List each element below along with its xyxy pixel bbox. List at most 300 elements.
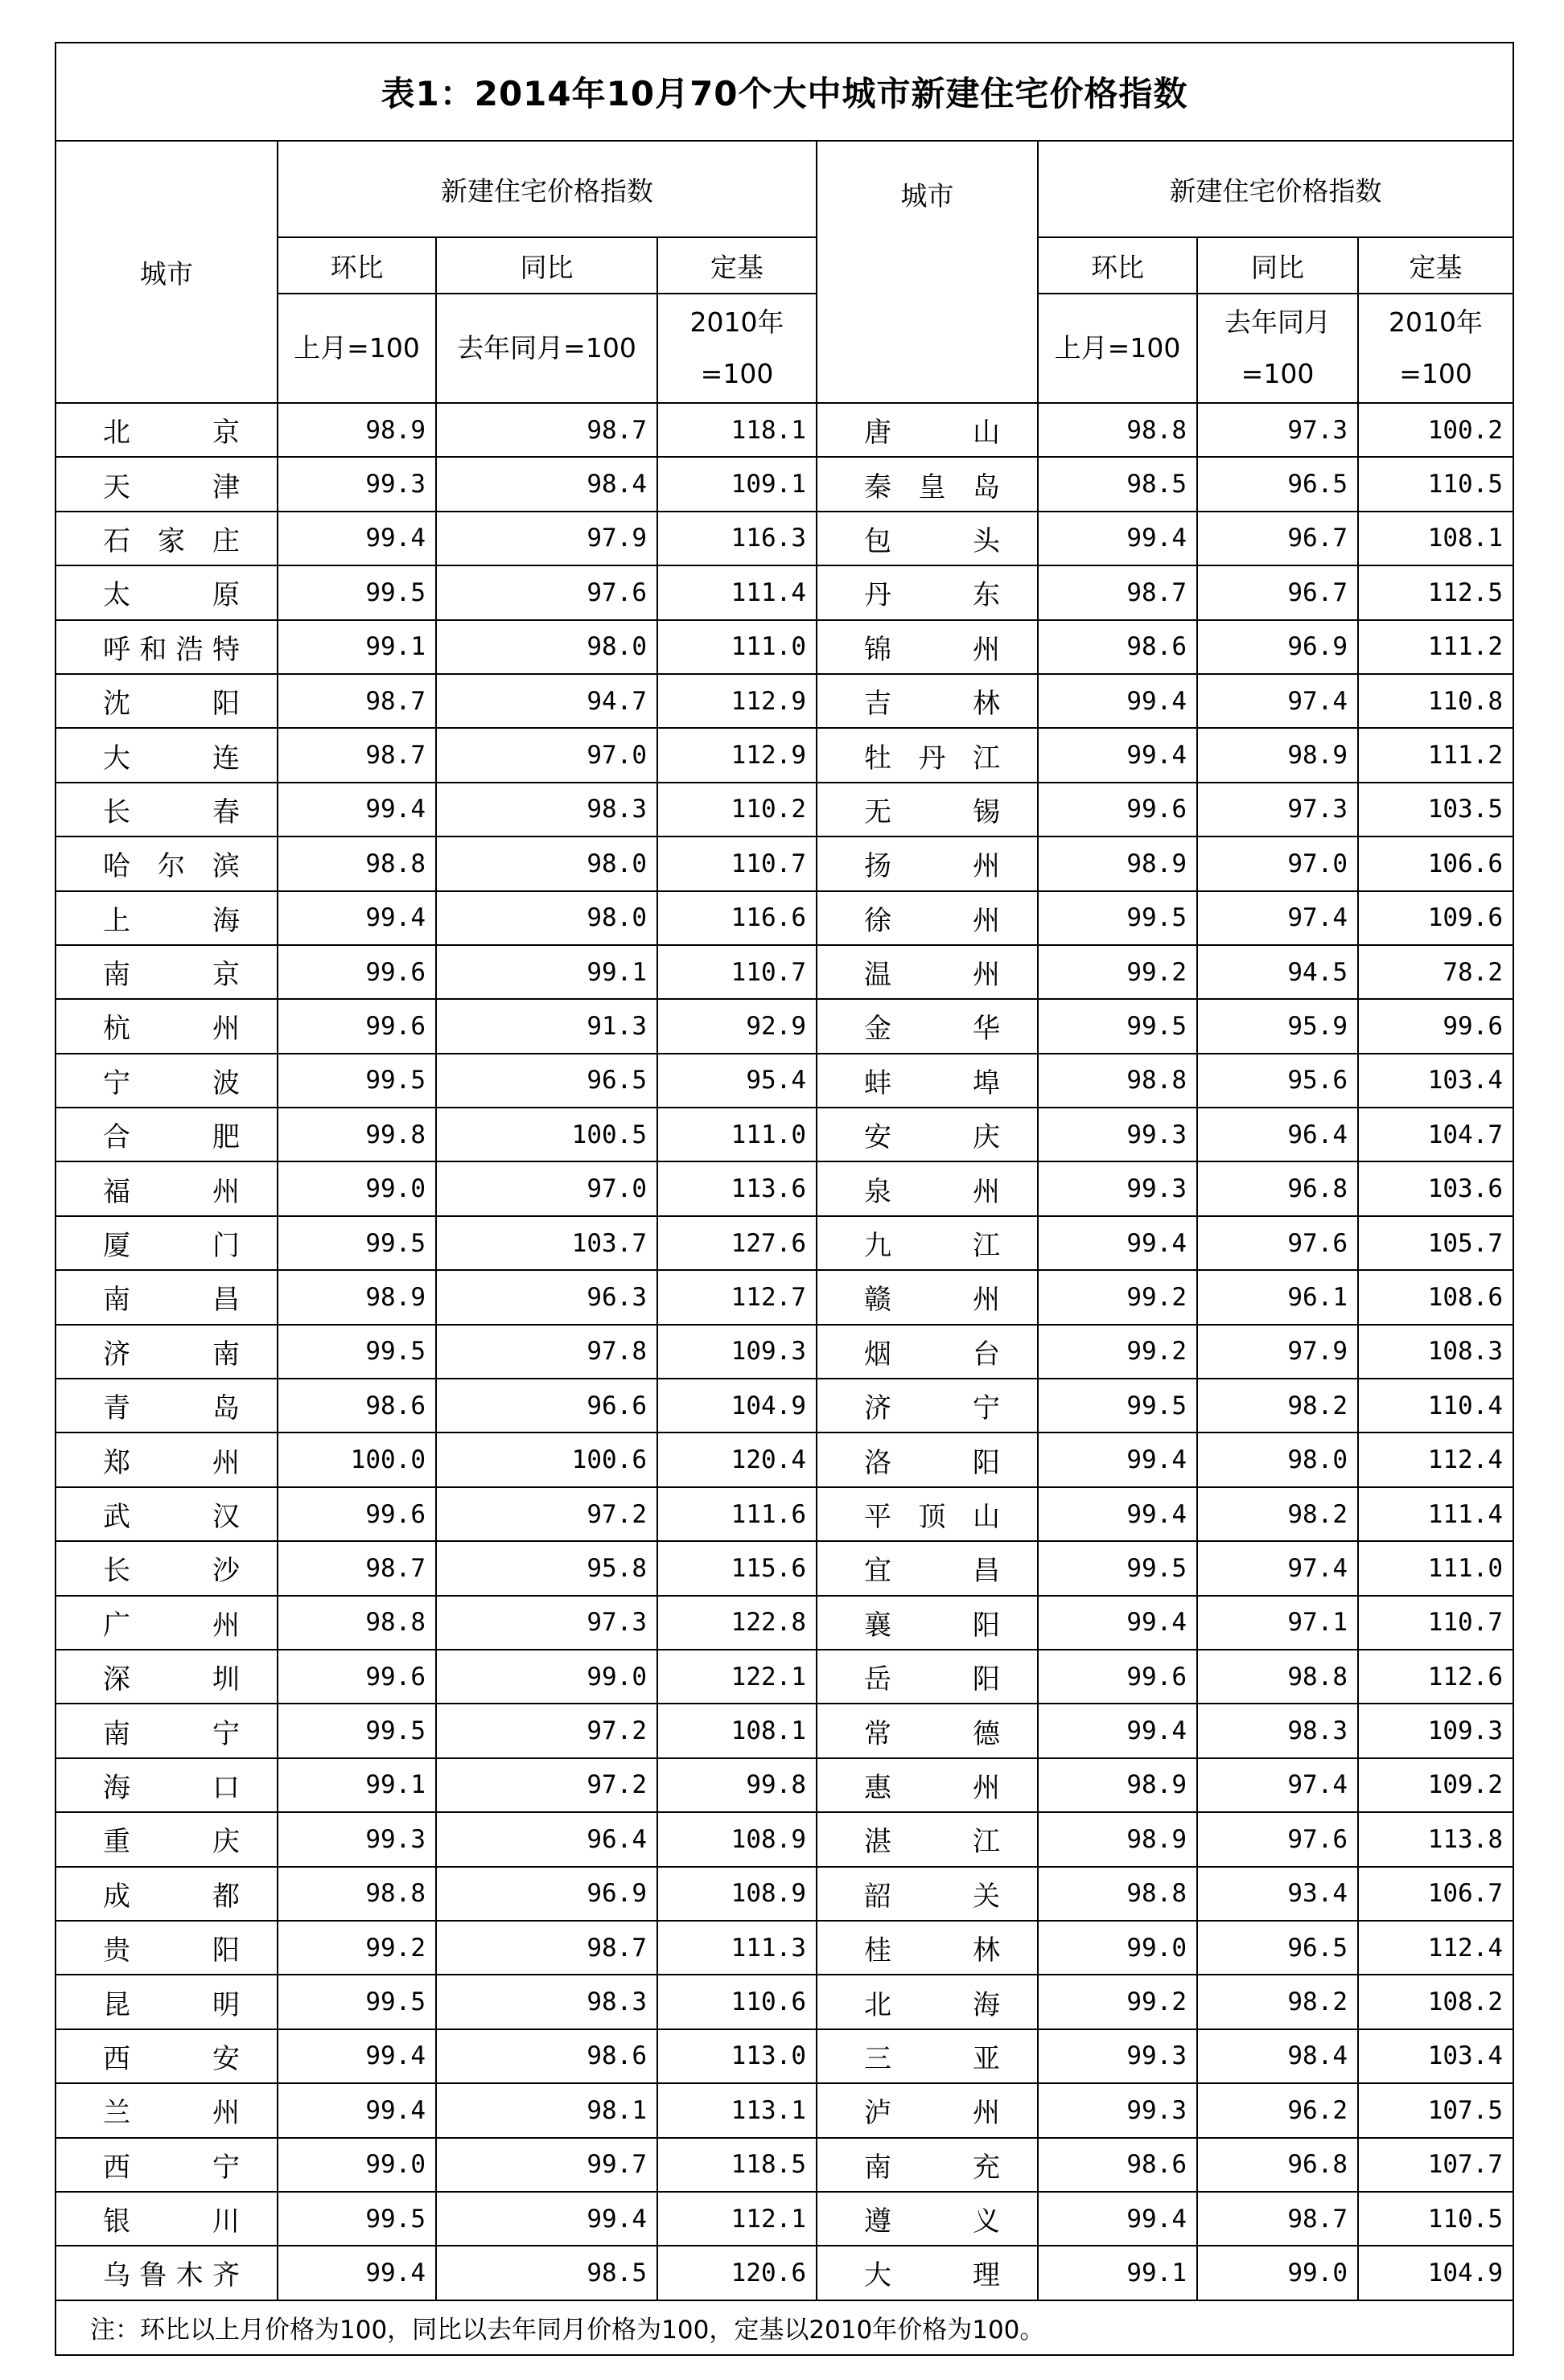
left-city-cell xyxy=(56,1325,278,1379)
right-yoy-value: 98.0 xyxy=(1197,1433,1358,1486)
right-fixed-value: 104.7 xyxy=(1358,1108,1513,1161)
left-fixed-value: 104.9 xyxy=(657,1379,817,1433)
city-char: 三 xyxy=(864,2042,891,2075)
right-fixed-value: 112.4 xyxy=(1358,1921,1513,1975)
left-mom-value: 99.1 xyxy=(278,620,436,674)
left-fixed-value: 113.0 xyxy=(657,2029,817,2083)
city-char: 常 xyxy=(864,1717,891,1750)
right-city-cell xyxy=(817,1433,1038,1486)
city-char: 西 xyxy=(103,2151,130,2184)
right-fixed-value: 108.2 xyxy=(1358,1975,1513,2029)
right-yoy-value: 97.3 xyxy=(1197,783,1358,836)
city-char: 蚌 xyxy=(864,1067,891,1100)
right-city-cell xyxy=(817,1867,1038,1921)
left-mom-value: 98.8 xyxy=(278,836,436,890)
left-yoy-value: 100.6 xyxy=(436,1433,657,1486)
right-fixed-value: 111.2 xyxy=(1358,620,1513,674)
left-fixed-value: 108.1 xyxy=(657,1704,817,1757)
right-city-cell xyxy=(817,2138,1038,2192)
right-city-name xyxy=(817,1765,1037,1805)
table-row xyxy=(56,1758,1513,1812)
right-city-cell xyxy=(817,999,1038,1053)
right-yoy-value: 98.2 xyxy=(1197,1975,1358,2029)
right-yoy-value: 99.0 xyxy=(1197,2246,1358,2300)
right-city-name xyxy=(817,2253,1037,2292)
right-mom-value: 99.6 xyxy=(1038,1650,1197,1704)
left-city-name xyxy=(56,1928,277,1967)
city-char: 安 xyxy=(212,2042,240,2075)
left-city-name xyxy=(56,952,277,992)
left-fixed-value: 111.3 xyxy=(657,1921,817,1975)
left-yoy-value: 96.5 xyxy=(436,1054,657,1108)
left-mom-base: 上月=100 xyxy=(278,294,436,403)
right-mom-value: 98.8 xyxy=(1038,403,1197,457)
city-char: 州 xyxy=(973,959,1000,992)
right-city-cell xyxy=(817,783,1038,836)
city-char: 明 xyxy=(212,1988,240,2021)
city-char: 岛 xyxy=(212,1392,240,1425)
left-yoy-value: 96.3 xyxy=(436,1270,657,1324)
city-char: 州 xyxy=(212,1013,240,1046)
right-yoy-value: 97.4 xyxy=(1197,1541,1358,1595)
city-char: 海 xyxy=(973,1988,1000,2021)
left-city-name xyxy=(56,1386,277,1425)
right-city-name xyxy=(817,2199,1037,2238)
left-city-name xyxy=(56,1548,277,1588)
right-fixed-base-line2: =100 xyxy=(1399,358,1472,389)
right-city-name xyxy=(817,1983,1037,2022)
left-yoy-value: 98.7 xyxy=(436,403,657,457)
city-char: 宁 xyxy=(212,1717,240,1750)
left-city-cell xyxy=(56,1433,278,1486)
right-city-name xyxy=(817,1819,1037,1859)
city-char: 州 xyxy=(973,2097,1000,2130)
table-row xyxy=(56,2192,1513,2246)
right-city-cell xyxy=(817,2246,1038,2300)
table-row xyxy=(56,1379,1513,1433)
city-char: 浩 xyxy=(175,633,204,666)
right-yoy-value: 96.5 xyxy=(1197,457,1358,511)
left-yoy-value: 99.7 xyxy=(436,2138,657,2192)
right-city-cell xyxy=(817,891,1038,945)
city-char: 广 xyxy=(103,1609,130,1642)
left-city-name xyxy=(56,1223,277,1263)
city-char: 州 xyxy=(973,633,1000,666)
city-char: 鲁 xyxy=(139,2259,167,2292)
city-char: 南 xyxy=(103,1284,130,1317)
right-yoy-value: 97.1 xyxy=(1197,1596,1358,1650)
left-yoy-value: 98.3 xyxy=(436,1975,657,2029)
left-city-cell xyxy=(56,1921,278,1975)
right-mom-header: 环比 xyxy=(1038,237,1197,294)
table-body xyxy=(56,403,1513,2300)
left-yoy-value: 97.0 xyxy=(436,728,657,782)
right-yoy-value: 97.6 xyxy=(1197,1812,1358,1866)
right-fixed-value: 103.4 xyxy=(1358,2029,1513,2083)
right-city-name xyxy=(817,681,1037,721)
city-char: 州 xyxy=(973,1284,1000,1317)
left-yoy-value: 96.6 xyxy=(436,1379,657,1433)
left-fixed-value: 111.6 xyxy=(657,1487,817,1541)
left-city-name xyxy=(56,1603,277,1642)
left-city-name xyxy=(56,1332,277,1371)
table-row xyxy=(56,728,1513,782)
city-char: 关 xyxy=(973,1880,1000,1913)
left-city-name xyxy=(56,1441,277,1480)
left-yoy-value: 96.4 xyxy=(436,1812,657,1866)
right-mom-value: 99.5 xyxy=(1038,891,1197,945)
right-yoy-value: 96.4 xyxy=(1197,1108,1358,1161)
right-city-name xyxy=(817,898,1037,938)
left-city-name xyxy=(56,681,277,721)
city-char: 丹 xyxy=(918,742,946,775)
city-char: 宁 xyxy=(212,2151,240,2184)
left-fixed-value: 120.6 xyxy=(657,2246,817,2300)
city-char: 平 xyxy=(864,1501,891,1533)
city-char: 合 xyxy=(103,1121,130,1154)
left-yoy-value: 98.0 xyxy=(436,836,657,890)
left-city-cell xyxy=(56,1650,278,1704)
right-city-name xyxy=(817,1061,1037,1100)
right-city-name xyxy=(817,790,1037,829)
right-mom-value: 99.5 xyxy=(1038,999,1197,1053)
left-yoy-value: 99.1 xyxy=(436,945,657,999)
table-row xyxy=(56,2083,1513,2137)
left-city-name xyxy=(56,1494,277,1534)
city-char: 徐 xyxy=(864,904,891,937)
left-mom-value: 98.8 xyxy=(278,1596,436,1650)
city-char: 山 xyxy=(973,417,1000,450)
table-row xyxy=(56,1270,1513,1324)
right-city-name xyxy=(817,1006,1037,1046)
left-fixed-value: 92.9 xyxy=(657,999,817,1053)
right-city-header: 城市 xyxy=(817,141,1038,403)
city-char: 和 xyxy=(139,633,167,666)
city-char: 北 xyxy=(103,417,130,450)
city-char: 贵 xyxy=(103,1934,130,1967)
city-char: 福 xyxy=(103,1175,130,1208)
city-char: 深 xyxy=(103,1663,130,1696)
city-char: 州 xyxy=(973,1771,1000,1804)
right-fixed-value: 112.5 xyxy=(1358,565,1513,619)
city-char: 遵 xyxy=(864,2205,891,2238)
city-char: 南 xyxy=(103,1717,130,1750)
right-city-cell xyxy=(817,1487,1038,1541)
right-yoy-value: 96.9 xyxy=(1197,620,1358,674)
right-yoy-value: 98.8 xyxy=(1197,1650,1358,1704)
city-char: 青 xyxy=(103,1392,130,1425)
city-char: 亚 xyxy=(973,2042,1000,2075)
left-fixed-value: 118.1 xyxy=(657,403,817,457)
left-fixed-value: 112.9 xyxy=(657,674,817,728)
right-city-cell xyxy=(817,1161,1038,1215)
left-yoy-value: 98.7 xyxy=(436,1921,657,1975)
right-city-cell xyxy=(817,1650,1038,1704)
left-fixed-value: 115.6 xyxy=(657,1541,817,1595)
left-fixed-header: 定基 xyxy=(657,237,817,294)
city-char: 阳 xyxy=(973,1609,1000,1642)
left-yoy-value: 96.9 xyxy=(436,1867,657,1921)
city-char: 南 xyxy=(103,959,130,992)
city-char: 滨 xyxy=(212,850,240,883)
right-fixed-base xyxy=(1358,294,1513,403)
right-city-name xyxy=(817,1494,1037,1534)
left-yoy-value: 98.4 xyxy=(436,457,657,511)
table-row xyxy=(56,1161,1513,1215)
right-mom-value: 99.2 xyxy=(1038,1270,1197,1324)
right-fixed-value: 108.1 xyxy=(1358,512,1513,565)
left-mom-value: 99.4 xyxy=(278,2029,436,2083)
right-fixed-header: 定基 xyxy=(1358,237,1513,294)
city-char: 北 xyxy=(864,1988,891,2021)
city-char: 昌 xyxy=(973,1555,1000,1588)
table-row xyxy=(56,891,1513,945)
right-city-cell xyxy=(817,1596,1038,1650)
city-char: 韶 xyxy=(864,1880,891,1913)
table-row xyxy=(56,457,1513,511)
left-city-name xyxy=(56,1765,277,1805)
city-char: 州 xyxy=(973,1175,1000,1208)
left-city-cell xyxy=(56,512,278,565)
right-mom-value: 98.9 xyxy=(1038,836,1197,890)
left-fixed-base-line1: 2010年 xyxy=(689,306,784,338)
city-char: 扬 xyxy=(864,850,891,883)
city-char: 津 xyxy=(212,471,240,504)
city-char: 充 xyxy=(973,2151,1000,2184)
city-char: 海 xyxy=(103,1771,130,1804)
left-city-cell xyxy=(56,2029,278,2083)
city-char: 泸 xyxy=(864,2097,891,2130)
right-city-cell xyxy=(817,1054,1038,1108)
left-city-cell xyxy=(56,1487,278,1541)
city-char: 昌 xyxy=(212,1284,240,1317)
right-city-name xyxy=(817,1332,1037,1371)
right-mom-value: 99.3 xyxy=(1038,2029,1197,2083)
city-char: 烟 xyxy=(864,1338,891,1371)
left-city-name xyxy=(56,1169,277,1209)
table-row xyxy=(56,403,1513,457)
left-city-name xyxy=(56,898,277,938)
city-char: 大 xyxy=(864,2259,891,2292)
left-yoy-value: 94.7 xyxy=(436,674,657,728)
city-char: 温 xyxy=(864,959,891,992)
right-city-cell xyxy=(817,2192,1038,2246)
city-char: 上 xyxy=(103,904,130,937)
left-fixed-value: 113.6 xyxy=(657,1161,817,1215)
city-char: 无 xyxy=(864,795,891,828)
city-char: 重 xyxy=(103,1826,130,1859)
right-fixed-value: 106.7 xyxy=(1358,1867,1513,1921)
right-fixed-value: 105.7 xyxy=(1358,1216,1513,1270)
left-yoy-value: 97.2 xyxy=(436,1487,657,1541)
city-char: 宜 xyxy=(864,1555,891,1588)
city-char: 林 xyxy=(973,688,1000,721)
left-city-cell xyxy=(56,1379,278,1433)
table-row xyxy=(56,1108,1513,1161)
right-yoy-base xyxy=(1197,294,1358,403)
right-city-cell xyxy=(817,1758,1038,1812)
right-yoy-value: 94.5 xyxy=(1197,945,1358,999)
table-row xyxy=(56,945,1513,999)
right-city-name xyxy=(817,1928,1037,1967)
right-yoy-value: 97.0 xyxy=(1197,836,1358,890)
left-yoy-value: 98.1 xyxy=(436,2083,657,2137)
city-char: 京 xyxy=(212,959,240,992)
table-note: 注：环比以上月价格为100，同比以去年同月价格为100，定基以2010年价格为100。 xyxy=(56,2300,1513,2355)
city-char: 银 xyxy=(103,2205,130,2238)
left-city-cell xyxy=(56,2246,278,2300)
left-city-name xyxy=(56,519,277,558)
city-char: 埠 xyxy=(973,1067,1000,1100)
right-city-name xyxy=(817,1277,1037,1317)
left-city-cell xyxy=(56,457,278,511)
city-char: 石 xyxy=(103,524,130,557)
city-char: 理 xyxy=(973,2259,1000,2292)
left-city-cell xyxy=(56,620,278,674)
table-row xyxy=(56,1433,1513,1486)
left-fixed-value: 110.2 xyxy=(657,783,817,836)
left-fixed-value: 120.4 xyxy=(657,1433,817,1486)
city-char: 兰 xyxy=(103,2097,130,2130)
city-char: 阳 xyxy=(212,688,240,721)
right-yoy-value: 97.4 xyxy=(1197,1758,1358,1812)
left-city-cell xyxy=(56,1054,278,1108)
city-char: 乌 xyxy=(103,2259,130,2292)
right-mom-value: 99.5 xyxy=(1038,1541,1197,1595)
right-fixed-value: 108.3 xyxy=(1358,1325,1513,1379)
right-fixed-value: 107.5 xyxy=(1358,2083,1513,2137)
left-fixed-value: 122.1 xyxy=(657,1650,817,1704)
right-city-name xyxy=(817,844,1037,883)
left-fixed-value: 112.9 xyxy=(657,728,817,782)
right-yoy-value: 98.9 xyxy=(1197,728,1358,782)
right-mom-value: 98.8 xyxy=(1038,1054,1197,1108)
right-mom-value: 99.5 xyxy=(1038,1379,1197,1433)
table-row xyxy=(56,620,1513,674)
left-fixed-value: 110.7 xyxy=(657,945,817,999)
left-city-cell xyxy=(56,403,278,457)
left-mom-value: 99.0 xyxy=(278,1161,436,1215)
right-mom-value: 99.4 xyxy=(1038,674,1197,728)
left-city-name xyxy=(56,1277,277,1317)
right-city-name xyxy=(817,1115,1037,1154)
city-char: 桂 xyxy=(864,1934,891,1967)
city-char: 阳 xyxy=(212,1934,240,1967)
right-fixed-value: 109.3 xyxy=(1358,1704,1513,1757)
left-mom-value: 99.6 xyxy=(278,999,436,1053)
left-mom-value: 98.9 xyxy=(278,403,436,457)
table-row xyxy=(56,1596,1513,1650)
table-row xyxy=(56,1216,1513,1270)
right-yoy-value: 96.8 xyxy=(1197,1161,1358,1215)
left-city-cell xyxy=(56,674,278,728)
table-row xyxy=(56,1812,1513,1866)
right-mom-value: 99.3 xyxy=(1038,1108,1197,1161)
city-char: 州 xyxy=(212,2097,240,2130)
left-city-name xyxy=(56,2037,277,2076)
right-fixed-value: 113.8 xyxy=(1358,1812,1513,1866)
right-mom-value: 99.2 xyxy=(1038,1325,1197,1379)
right-fixed-value: 104.9 xyxy=(1358,2246,1513,2300)
left-city-name xyxy=(56,1115,277,1154)
city-char: 长 xyxy=(103,1555,130,1588)
right-yoy-value: 95.6 xyxy=(1197,1054,1358,1108)
table-row xyxy=(56,1867,1513,1921)
right-city-cell xyxy=(817,403,1038,457)
left-yoy-value: 97.6 xyxy=(436,565,657,619)
left-mom-value: 99.4 xyxy=(278,783,436,836)
right-city-cell xyxy=(817,945,1038,999)
city-char: 阳 xyxy=(973,1446,1000,1479)
right-mom-value: 99.4 xyxy=(1038,2192,1197,2246)
right-city-cell xyxy=(817,1325,1038,1379)
left-city-name xyxy=(56,1061,277,1100)
city-char: 圳 xyxy=(212,1663,240,1696)
right-yoy-value: 98.3 xyxy=(1197,1704,1358,1757)
right-yoy-value: 98.7 xyxy=(1197,2192,1358,2246)
city-char: 南 xyxy=(212,1338,240,1371)
right-city-cell xyxy=(817,1541,1038,1595)
right-city-name xyxy=(817,736,1037,775)
left-yoy-value: 91.3 xyxy=(436,999,657,1053)
city-char: 武 xyxy=(103,1501,130,1533)
city-char: 特 xyxy=(212,633,240,666)
city-char: 锡 xyxy=(973,795,1000,828)
left-fixed-value: 111.4 xyxy=(657,565,817,619)
right-yoy-value: 96.8 xyxy=(1197,2138,1358,2192)
left-yoy-value: 97.3 xyxy=(436,1596,657,1650)
right-mom-value: 98.5 xyxy=(1038,457,1197,511)
right-fixed-value: 110.7 xyxy=(1358,1596,1513,1650)
right-mom-value: 98.9 xyxy=(1038,1812,1197,1866)
right-city-cell xyxy=(817,1379,1038,1433)
right-mom-value: 99.3 xyxy=(1038,2083,1197,2137)
city-char: 皇 xyxy=(918,471,946,504)
left-mom-value: 100.0 xyxy=(278,1433,436,1486)
city-char: 东 xyxy=(973,579,1000,612)
city-char: 尔 xyxy=(158,850,185,883)
right-city-name xyxy=(817,1548,1037,1588)
table-row xyxy=(56,836,1513,890)
left-fixed-base xyxy=(657,294,817,403)
right-fixed-value: 109.2 xyxy=(1358,1758,1513,1812)
right-mom-value: 98.9 xyxy=(1038,1758,1197,1812)
city-char: 庄 xyxy=(212,524,240,557)
left-city-cell xyxy=(56,783,278,836)
right-mom-value: 99.1 xyxy=(1038,2246,1197,2300)
left-city-cell xyxy=(56,945,278,999)
city-char: 庆 xyxy=(973,1121,1000,1154)
left-fixed-value: 116.3 xyxy=(657,512,817,565)
right-fixed-value: 110.4 xyxy=(1358,1379,1513,1433)
city-char: 江 xyxy=(973,1230,1000,1263)
left-city-name xyxy=(56,2090,277,2130)
left-mom-value: 99.5 xyxy=(278,565,436,619)
left-city-name xyxy=(56,1712,277,1751)
right-city-cell xyxy=(817,1216,1038,1270)
city-char: 惠 xyxy=(864,1771,891,1804)
left-mom-value: 98.8 xyxy=(278,1867,436,1921)
left-fixed-value: 99.8 xyxy=(657,1758,817,1812)
left-fixed-value: 109.1 xyxy=(657,457,817,511)
city-char: 头 xyxy=(973,524,1000,557)
city-char: 德 xyxy=(973,1717,1000,1750)
city-char: 沈 xyxy=(103,688,130,721)
city-char: 宁 xyxy=(973,1392,1000,1425)
right-city-name xyxy=(817,1386,1037,1425)
table-title: 表1：2014年10月70个大中城市新建住宅价格指数 xyxy=(56,43,1513,141)
right-yoy-value: 96.7 xyxy=(1197,512,1358,565)
